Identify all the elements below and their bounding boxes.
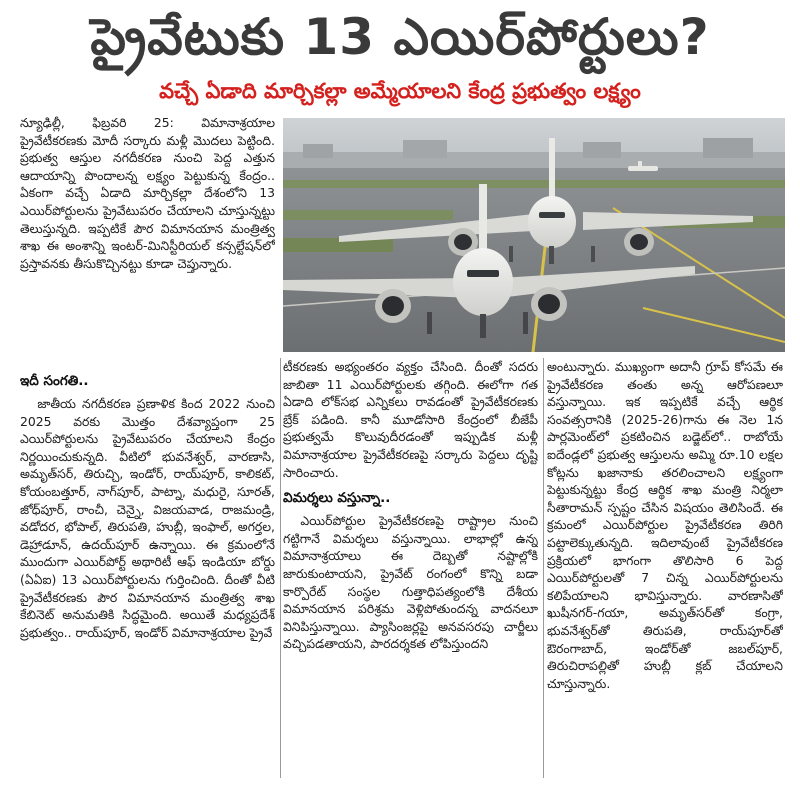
subheadline: వచ్చే ఏడాది మార్చికల్లా అమ్మేయాలని కేంద్ర ప్రభుత్వం లక్ష్యం bbox=[159, 79, 641, 103]
article-intro-paragraph: న్యూఢిల్లీ, ఫిబ్రవరి 25: విమానాశ్రయాల ప్రైవేటీకరణకు మోదీ సర్కారు మళ్లీ మొదలు పెట్టింది. ప్రభుత్వ ఆస్తుల నగదీకరణ నుంచి పెద్ద ఎత్తున ఆదాయాన్ని పొందాలన్న లక్ష్యం పెట్టుకున్న కేంద్రం.. ఏకంగా వచ్చే ఏడాది మార్చికల్లా దేశంలోని 13 ఎయిర్‌పోర్టులను ప్రైవేటుపరం చేయాలని చూస్తున్నట్టు తెలుస్తున్నది. ఇప్పటికే పౌర విమానయాన మంత్రిత్వ శాఖ ఈ అంశాన్ని ఇంటర్-మినిస్టీరియల్ కన్సల్టేషన్‌లో ప్రస్తావనకు తీసుకొచ్చినట్టు కూడా చెప్తున్నారు. bbox=[20, 115, 275, 271]
article-column-middle bbox=[283, 358, 538, 777]
column-divider bbox=[543, 358, 544, 778]
article-column-right bbox=[547, 358, 783, 777]
headline: ప్రైవేటుకు 13 ఎయిర్‌పోర్టులు? bbox=[90, 8, 710, 66]
article-paragraph: అంటున్నారు. ముఖ్యంగా అదానీ గ్రూప్ కోసమే ఈ ప్రైవేటీకరణ తంతు అన్న ఆరోపణలూ వస్తున్నాయి. ఇక ఇప్పటికే వచ్చే ఆర్థిక సంవత్సరానికి (2025-26)గాను ఈ నెల 1న పార్లమెంట్‌లో ప్రకటించిన బడ్జెట్‌లో.. రాబోయే ఐదేండ్లలో ప్రభుత్వ ఆస్తులను అమ్మి రూ.10 లక్షల కోట్లను ఖజానాకు తరలించాలని లక్ష్యంగా పెట్టుకున్నట్టు కేంద్ర ఆర్థిక శాఖ మంత్రి నిర్మలా సీతారామన్ స్పష్టం చేసిన విషయం తెలిసిందే. ఈ క్రమంలో ఎయిర్‌పోర్టుల ప్రైవేటీకరణ తిరిగి పట్టాలెక్కుతున్నది. ఇదిలావుంటే ప్రైవేటీకరణ ప్రక్రియలో భాగంగా తొలిసారి 6 పెద్ద ఎయిర్‌పోర్టులతో 7 చిన్న ఎయిర్‌పోర్టులను కలిపేయాలని భావిస్తున్నారు. వారణాసితో ఖుషీనగర్-గయా, అమృత్‌సర్‌తో కంగ్రా, భువనేశ్వర్‌తో తిరుపతి, రాయ్‌పూర్‌తో ఔరంగాబాద్, ఇండోర్‌తో జబల్‌పూర్, తిరుచిరాపల్లితో హుబ్లీ క్లబ్ చేయాలని చూస్తున్నారు. bbox=[547, 359, 783, 691]
article-paragraph: జాతీయ నగదీకరణ ప్రణాళిక కింద 2022 నుంచి 2025 వరకు మొత్తం దేశవ్యాప్తంగా 25 ఎయిర్‌పోర్టులను ప్రైవేటుపరం చేయాలని కేంద్రం నిర్ణయించుకున్నది. వీటిలో భువనేశ్వర్, వారణాసి, అమృత్‌సర్, తిరుచ్చి, ఇండోర్, రాయ్‌పూర్, కాలికట్, కోయంబత్తూర్, నాగ్‌పూర్, పాట్నా, మధురై, సూరత్, జోధ్‌పూర్, రాంచీ, చెన్నై, విజయవాడ, రాజమండ్రి, వడోదర, భోపాల్, తిరుపతి, హుబ్లీ, ఇంఫాల్, అగర్తల, డెహ్రాడూన్, ఉదయ్‌పూర్ ఉన్నాయి. ఈ క్రమంలోనే ముందుగా ఎయిర్‌పోర్ట్ అథారిటీ ఆఫ్ ఇండియా బోర్డు (ఏఏఐ) 13 ఎయిర్‌పోర్టులను గుర్తించింది. దీంతో వీటి ప్రైవేటీకరణకు పౌర విమానయాన మంత్రిత్వ శాఖ కేబినెట్ అనుమతికి సిద్ధమైంది. అయితే మధ్యప్రదేశ్ ప్రభుత్వం.. రాయ్‌పూర్, ఇండోర్ విమానాశ్రయాల ప్రైవే bbox=[20, 396, 275, 640]
column-divider bbox=[280, 358, 281, 778]
airport-runway-photo bbox=[283, 118, 785, 352]
article-column-left-top bbox=[20, 114, 275, 362]
section-heading-criticism: విమర్శలు వస్తున్నా.. bbox=[283, 490, 391, 507]
article-column-left-bottom bbox=[20, 372, 275, 777]
article-paragraph: ఎయిర్‌పోర్టుల ప్రైవేటీకరణపై రాష్ట్రాల నుంచి గట్టిగానే విమర్శలు వస్తున్నాయి. లాభాల్లో ఉన్న విమానాశ్రయాలు ఈ దెబ్బతో నష్టాల్లోకి జారుకుంటాయని, ప్రైవేట్ రంగంలో కొన్ని బడా కార్పొరేట్ సంస్థల గుత్తాధిపత్యంలోకి దేశీయ విమానయాన పరిశ్రమ వెళ్లిపోతుందన్న వాదనలూ వినిపిస్తున్నాయి. ప్యాసింజర్లపై అనవసరపు చార్జీలు వచ్చిపడతాయని, పారదర్శకత లోపిస్తుందని bbox=[283, 513, 538, 652]
section-heading-background: ఇదీ సంగతి.. bbox=[20, 373, 89, 389]
article-paragraph: టీకరణకు అభ్యంతరం వ్యక్తం చేసింది. దీంతో సదరు జాబితా 11 ఎయిర్‌పోర్టులకు తగ్గింది. ఈలోగా గత ఏడాది లోక్‌సభ ఎన్నికలు రావడంతో ప్రైవేటీకరణకు బ్రేక్ పడింది. కానీ మూడోసారి కేంద్రంలో బీజేపీ ప్రభుత్వమే కొలువుదీరడంతో ఇప్పుడిక మళ్లీ విమానాశ్రయాల ప్రైవేటీకరణపై సర్కారు పెద్దలు దృష్టి సారించారు. bbox=[283, 359, 538, 480]
airplanes-on-taxiway-illustration bbox=[283, 118, 785, 352]
